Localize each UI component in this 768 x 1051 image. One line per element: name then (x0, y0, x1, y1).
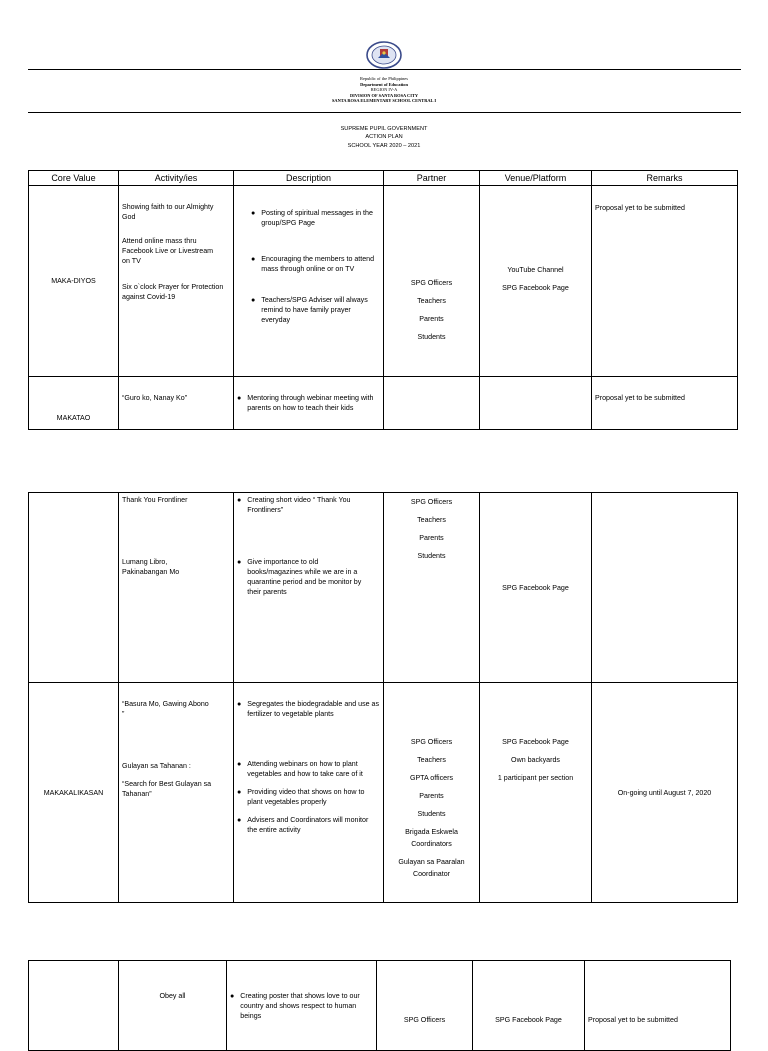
description-text: Creating poster that shows love to our country and shows respect to human beings (240, 992, 360, 1020)
table-row-makatao (29, 377, 738, 430)
partner: Teachers (417, 516, 446, 524)
title-line-1: SUPREME PUPIL GOVERNMENT (340, 126, 428, 132)
core-value-cell (29, 493, 119, 683)
table-row-frontliner (29, 493, 738, 683)
remarks: Proposal yet to be submitted (588, 1016, 678, 1024)
description-text: Mentoring through webinar meeting with parents on how to teach their kids (247, 394, 374, 412)
venue: Own backyards (511, 756, 560, 764)
col-header-activities: Activity/ies (119, 171, 234, 186)
venue-cell (480, 683, 592, 903)
partner: Parents (419, 534, 444, 542)
partner: SPG Officers (410, 279, 453, 287)
description-text: Attending webinars on how to plant vegetables and how to take care of it (247, 760, 363, 778)
letterhead-school: SANTA ROSA ELEMENTARY SCHOOL CENTRAL I (331, 98, 437, 104)
list-item (237, 393, 380, 413)
action-plan-table-3 (28, 960, 731, 1051)
activities-cell (119, 683, 234, 903)
partner-cell (384, 683, 480, 903)
venue-cell (480, 493, 592, 683)
action-plan-table-1 (28, 170, 738, 430)
bullet-icon: ● (237, 558, 242, 566)
partner: Teachers (417, 297, 446, 305)
venue-cell (480, 186, 592, 377)
partner: Gulayan sa Paaralan Coordinator (398, 858, 465, 878)
description-cell (227, 961, 377, 1051)
letterhead-republic: Republic of the Philippines (360, 76, 408, 81)
activity: Lumang Libro, Pakinabangan Mo (122, 558, 180, 576)
description-cell (234, 683, 384, 903)
activity: Attend online mass thru Facebook Live or Livestream on TV (122, 237, 214, 265)
bullet-icon: ● (237, 496, 242, 504)
activity: Obey all (159, 992, 186, 1000)
partner: Parents (419, 315, 444, 323)
description-text: Providing video that shows on how to plant vegetables properly (247, 788, 365, 806)
letterhead-deped: Department of Education (360, 81, 408, 87)
bullet-icon: ● (237, 788, 242, 796)
partner-cell (384, 186, 480, 377)
table-header-row (29, 171, 738, 186)
bullet-icon: ● (230, 992, 235, 1000)
partner: SPG Officers (410, 738, 453, 746)
letterhead (0, 76, 768, 104)
activity: “Guro ko, Nanay Ko” (122, 394, 188, 402)
remarks-cell (592, 683, 738, 903)
table-row-obey-all (29, 961, 731, 1051)
remarks: Proposal yet to be submitted (595, 204, 685, 212)
bullet-icon: ● (237, 816, 242, 824)
list-item (237, 699, 380, 719)
list-item (230, 991, 373, 1021)
partner-cell (377, 961, 473, 1051)
title-line-2: ACTION PLAN (365, 134, 403, 141)
partner: Brigada Eskwela Coordinators (405, 828, 458, 848)
activity: Showing faith to our Almighty God (122, 203, 214, 221)
venue: SPG Facebook Page (495, 1016, 562, 1024)
remarks-cell (592, 186, 738, 377)
table-row-maka-diyos (29, 186, 738, 377)
description-text: Advisers and Coordinators will monitor the entire activity (247, 816, 369, 834)
remarks-cell (585, 961, 731, 1051)
bullet-icon: ● (251, 209, 256, 217)
partner: Students (417, 552, 446, 560)
activity: Thank You Frontliner (122, 496, 188, 504)
core-value-cell (29, 683, 119, 903)
description-text: Teachers/SPG Adviser will always remind to have family prayer everyday (261, 296, 368, 324)
list-item (237, 208, 380, 228)
col-header-description: Description (234, 171, 384, 186)
activities-cell (119, 961, 227, 1051)
partner: Students (417, 333, 446, 341)
description-text: Segregates the biodegradable and use as fertilizer to vegetable plants (247, 700, 380, 718)
core-value: MAKATAO (56, 414, 91, 422)
remarks: Proposal yet to be submitted (595, 394, 685, 402)
description-cell (234, 493, 384, 683)
action-plan-table-2 (28, 492, 738, 903)
bullet-icon: ● (251, 296, 256, 304)
col-header-venue: Venue/Platform (480, 171, 592, 186)
list-item (237, 557, 380, 597)
list-item (237, 295, 380, 325)
bullet-icon: ● (237, 760, 242, 768)
description-text: Give importance to old books/magazines while we are in a quarantine period and be monitor by their parents (247, 558, 362, 596)
venue-cell (473, 961, 585, 1051)
col-header-remarks: Remarks (592, 171, 738, 186)
venue: YouTube Channel (507, 266, 564, 274)
list-item (237, 815, 380, 835)
bullet-icon: ● (237, 700, 242, 708)
activity: Gulayan sa Tahanan : (122, 762, 191, 770)
description-text: Creating short video “ Thank You Frontliners” (247, 496, 351, 514)
core-value: MAKAKALIKASAN (43, 788, 104, 797)
venue: SPG Facebook Page (502, 284, 569, 292)
activity: “Basura Mo, Gawing Abono ” (122, 700, 209, 718)
core-value-cell (29, 961, 119, 1051)
partner-cell (384, 377, 480, 430)
partner-cell (384, 493, 480, 683)
venue: SPG Facebook Page (502, 738, 569, 746)
table-row-makakalikasan (29, 683, 738, 903)
list-item (237, 787, 380, 807)
activity: Six o`clock Prayer for Protection against Covid-19 (122, 283, 224, 301)
list-item (237, 495, 380, 515)
venue-cell (480, 377, 592, 430)
col-header-partner: Partner (384, 171, 480, 186)
deped-seal-logo (365, 40, 403, 70)
partner: Teachers (417, 756, 446, 764)
remarks-cell (592, 377, 738, 430)
description-cell (234, 377, 384, 430)
bullet-icon: ● (237, 394, 242, 402)
activity: “Search for Best Gulayan sa Tahanan” (122, 780, 212, 798)
activities-cell (119, 186, 234, 377)
description-text: Encouraging the members to attend mass through online or on TV (261, 255, 375, 273)
core-value: MAKA-DIYOS (51, 277, 96, 285)
activities-cell (119, 377, 234, 430)
title-line-3: SCHOOL YEAR 2020 – 2021 (347, 142, 421, 149)
remarks-cell (592, 493, 738, 683)
partner: SPG Officers (410, 498, 453, 506)
letterhead-division: DIVISION OF SANTA ROSA CITY (349, 92, 419, 98)
activities-cell (119, 493, 234, 683)
col-header-core-value: Core Value (29, 171, 119, 186)
partner: GPTA officers (409, 774, 454, 782)
partner: Parents (419, 792, 444, 800)
partner: Students (417, 810, 446, 818)
list-item (237, 254, 380, 274)
remarks: On-going until August 7, 2020 (617, 788, 712, 797)
letterhead-region: REGION IV-A (370, 87, 398, 93)
bullet-icon: ● (251, 255, 256, 263)
description-text: Posting of spiritual messages in the group/SPG Page (261, 209, 373, 227)
document-title (0, 125, 768, 150)
partner: SPG Officers (403, 1016, 446, 1024)
list-item (237, 759, 380, 779)
description-cell (234, 186, 384, 377)
venue: SPG Facebook Page (502, 583, 569, 592)
core-value-cell (29, 186, 119, 377)
core-value-cell (29, 377, 119, 430)
venue: 1 participant per section (497, 774, 574, 782)
